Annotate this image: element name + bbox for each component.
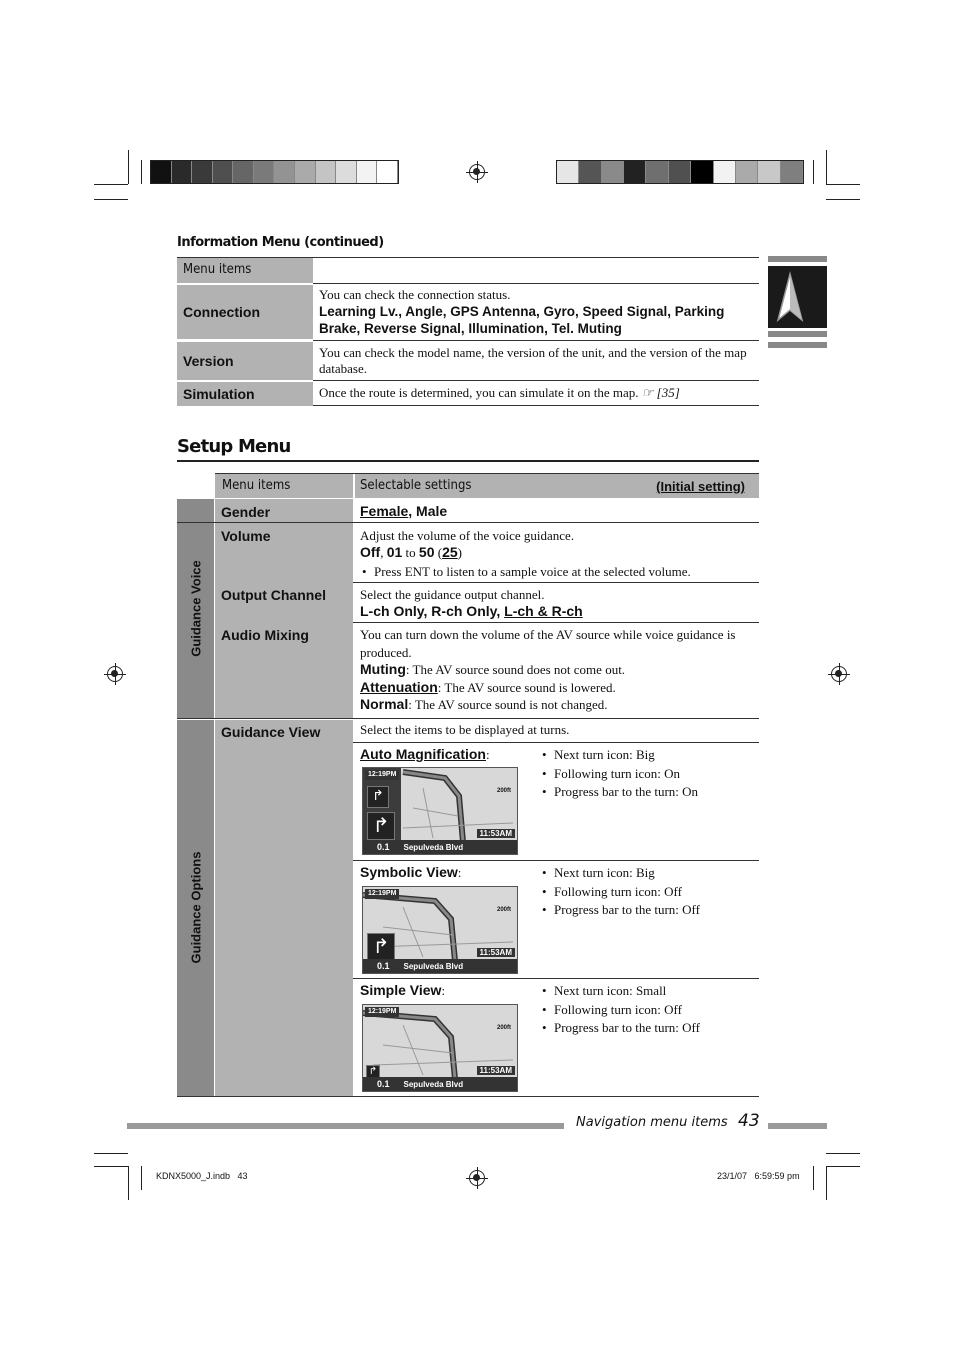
color-swatch — [274, 161, 295, 183]
color-swatch — [736, 161, 758, 183]
color-bar-right — [556, 160, 804, 184]
side-tab-bar-top — [768, 256, 827, 262]
registration-target-icon — [107, 666, 123, 682]
color-swatch — [151, 161, 172, 183]
footer-bar-left — [127, 1123, 564, 1129]
next-turn-icon: ↱ — [366, 1065, 380, 1079]
color-swatch — [357, 161, 378, 183]
side-tab-bar — [768, 331, 827, 337]
color-swatch — [579, 161, 601, 183]
output-channel-settings: Select the guidance output channel. L-ch Only, R-ch Only, L-ch & R-ch — [360, 587, 583, 619]
gender-male-option[interactable]: , Male — [408, 503, 448, 519]
page-number: 43 — [738, 1111, 760, 1131]
color-swatch — [758, 161, 780, 183]
volume-settings: Adjust the volume of the voice guidance. Off, 01 to 50 (25) • Press ENT to listen to a sample voice at the selected volume. — [360, 527, 755, 582]
side-tab-bar — [768, 342, 827, 348]
menu-guidance-view: Guidance View — [221, 724, 321, 740]
info-key-version: Version — [177, 342, 313, 380]
color-swatch — [316, 161, 337, 183]
color-swatch — [192, 161, 213, 183]
audio-mixing-settings: You can turn down the volume of the AV source while voice guidance is produced. Muting: The AV source sound does not come out. Attenuation: The AV source sound is lowered. Normal: The AV source sound is not changed. — [360, 627, 736, 712]
print-timestamp: 23/1/07 6:59:59 pm — [717, 1171, 800, 1181]
next-turn-icon: ↱ — [367, 786, 389, 808]
color-swatch — [624, 161, 646, 183]
info-value-connection: You can check the connection status. Learning Lv., Angle, GPS Antenna, Gyro, Speed Signal, Parking Brake, Reverse Signal, Illumination, Tel. Muting — [319, 287, 725, 336]
gender-options — [360, 503, 447, 521]
color-swatch — [336, 161, 357, 183]
registration-target-icon — [469, 1170, 485, 1186]
view-auto-magnification-option[interactable]: Auto Magnification: — [360, 746, 490, 762]
side-tab-navigation — [768, 266, 827, 328]
color-swatch — [602, 161, 624, 183]
simple-view-details: • Next turn icon: Small • Following turn icon: Off • Progress bar to the turn: Off — [540, 982, 700, 1038]
color-swatch — [669, 161, 691, 183]
map-preview-auto-magnification: 12:19PM ↱ ↱ 200ft 11:53AM 0.1 Sepulveda Blvd — [362, 767, 518, 855]
page-reference-link[interactable]: ☞ [35] — [641, 385, 680, 400]
gender-female-option[interactable]: Female — [360, 503, 409, 519]
setup-col-settings: Selectable settings (Initial setting) — [355, 474, 759, 498]
setup-menu-title: Setup Menu — [177, 436, 291, 457]
menu-audio-mixing: Audio Mixing — [221, 627, 309, 643]
group-guidance-options-label: Guidance Options — [188, 851, 204, 964]
info-menu-heading: Information Menu (continued) — [177, 235, 384, 250]
color-swatch — [172, 161, 193, 183]
color-swatch — [254, 161, 275, 183]
map-preview-simple: 12:19PM ↱ 200ft 11:53AM 0.1 Sepulveda Blvd — [362, 1004, 518, 1092]
color-swatch — [213, 161, 234, 183]
view-simple-option[interactable]: Simple View: — [360, 982, 446, 998]
color-swatch — [295, 161, 316, 183]
menu-output-channel: Output Channel — [221, 587, 326, 603]
navigation-arrow-icon — [768, 266, 827, 328]
footer-bar-right — [768, 1123, 827, 1129]
info-key-simulation: Simulation — [177, 382, 313, 406]
color-swatch — [557, 161, 579, 183]
map-preview-symbolic: 12:19PM ↱ 200ft 11:53AM 0.1 Sepulveda Blvd — [362, 886, 518, 974]
following-turn-icon: ↱ — [367, 812, 395, 840]
color-swatch — [377, 161, 398, 183]
registration-target-icon — [831, 666, 847, 682]
color-swatch — [233, 161, 254, 183]
print-file-name: KDNX5000_J.indb 43 — [156, 1171, 248, 1181]
view-symbolic-option[interactable]: Symbolic View: — [360, 864, 462, 880]
registration-target-icon — [469, 164, 485, 180]
info-value-version: You can check the model name, the version of the unit, and the version of the map database. — [319, 345, 747, 376]
info-col-header: Menu items — [177, 258, 313, 283]
symbolic-view-details: • Next turn icon: Big • Following turn icon: Off • Progress bar to the turn: Off — [540, 864, 700, 920]
group-guidance-voice-label: Guidance Voice — [188, 560, 204, 657]
color-swatch — [781, 161, 803, 183]
color-swatch — [646, 161, 668, 183]
info-value-simulation: Once the route is determined, you can simulate it on the map. ☞ [35] — [319, 385, 680, 400]
color-swatch — [714, 161, 736, 183]
menu-volume: Volume — [221, 528, 271, 544]
color-bar-left — [150, 160, 399, 184]
setup-col-menu-items: Menu items — [215, 474, 353, 498]
menu-gender: Gender — [221, 504, 271, 520]
color-swatch — [691, 161, 713, 183]
info-key-connection: Connection — [177, 285, 313, 339]
menu-items-column-options — [215, 720, 353, 1096]
guidance-view-desc: Select the items to be displayed at turns. — [360, 722, 570, 737]
auto-magnification-details: • Next turn icon: Big • Following turn icon: On • Progress bar to the turn: On — [540, 746, 698, 802]
footer-section-label: Navigation menu items — [576, 1115, 728, 1130]
next-turn-icon: ↱ — [367, 933, 395, 961]
